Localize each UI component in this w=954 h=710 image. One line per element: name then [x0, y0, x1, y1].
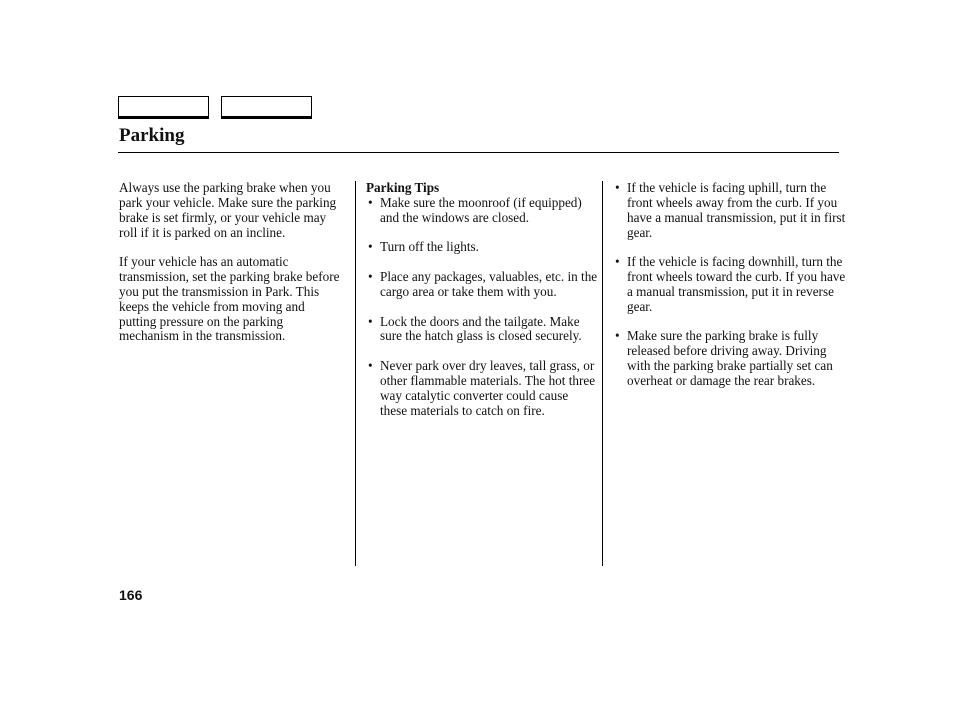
nav-button-next[interactable] — [221, 96, 312, 119]
tip-item: • If the vehicle is facing downhill, turn the front wheels toward the curb. If you have a manual transmission, put it in reverse gear. — [614, 255, 849, 314]
tips-list — [366, 196, 598, 419]
page-title: Parking — [119, 125, 185, 146]
tip-item: • Turn off the lights. — [366, 240, 598, 255]
page-number: 166 — [119, 587, 143, 603]
column-divider — [355, 181, 356, 566]
intro-paragraph: If your vehicle has an automatic transmission, set the parking brake before you put the transmission in Park. This keeps the vehicle from moving and putting pressure on the parking mechanism in the transmission. — [119, 254, 340, 344]
tip-item: • Place any packages, valuables, etc. in the cargo area or take them with you. — [366, 270, 598, 300]
tip-item: • If the vehicle is facing uphill, turn the front wheels away from the curb. If you have a manual transmission, put it in first gear. — [614, 181, 849, 240]
section-heading: Parking Tips — [366, 180, 440, 195]
column-intro — [119, 181, 344, 344]
nav-button-previous[interactable] — [118, 96, 209, 119]
title-rule — [118, 152, 839, 153]
column-divider — [602, 181, 603, 566]
tips-list — [614, 181, 849, 389]
tip-item: • Make sure the parking brake is fully released before driving away. Driving with the parking brake partially set can overheat or damage the rear brakes. — [614, 329, 849, 388]
tip-item: • Never park over dry leaves, tall grass, or other flammable materials. The hot three way catalytic converter could cause these materials to catch on fire. — [366, 359, 598, 418]
column-parking-tips — [366, 181, 598, 433]
tip-item: • Make sure the moonroof (if equipped) and the windows are closed. — [366, 196, 598, 226]
column-parking-tips-continued — [614, 181, 849, 404]
tip-item: • Lock the doors and the tailgate. Make sure the hatch glass is closed securely. — [366, 315, 598, 345]
intro-paragraph: Always use the parking brake when you park your vehicle. Make sure the parking brake is set firmly, or your vehicle may roll if it is parked on an incline. — [119, 180, 337, 240]
